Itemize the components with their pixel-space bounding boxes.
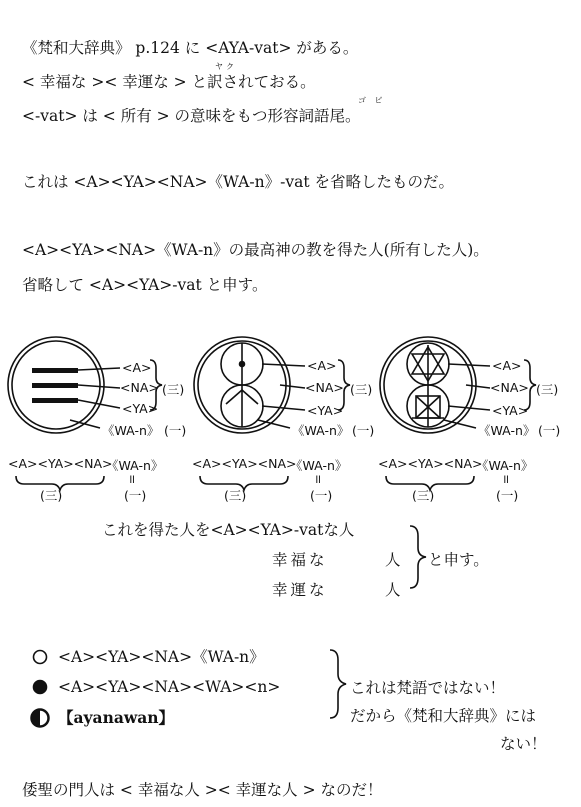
line-suffix-meaning: <-vat> は < 所有 > の意味をもつ形容詞語尾。 xyxy=(22,107,361,125)
d1-one: (一) xyxy=(164,423,187,438)
formula-2-group: <A><YA><NA> xyxy=(192,456,297,471)
summary-line-1: これを得た人を<A><YA>-vatな人 xyxy=(102,521,355,539)
formula-3-group: <A><YA><NA> xyxy=(378,456,483,471)
formula-1-wan: 《WA-n》 xyxy=(106,458,164,473)
note-not-present: ない！ xyxy=(500,735,547,753)
d1-three: (三) xyxy=(162,382,185,397)
d2-label-na: <NA> xyxy=(305,380,344,395)
filled-circle-icon xyxy=(34,681,47,694)
formula-1-three: (三) xyxy=(40,488,63,503)
d3-one: (一) xyxy=(538,423,561,438)
list-item-2: <A><YA><NA><WA><n> xyxy=(58,678,281,696)
d1-label-a: <A> xyxy=(122,360,152,375)
line-abbreviation: これは <A><YA><NA>《WA-n》-vat を省略したものだ。 xyxy=(22,173,454,191)
list-brace xyxy=(330,650,346,718)
d1-label-wan: 《WA-n》 xyxy=(102,423,160,438)
d3-three: (三) xyxy=(536,382,559,397)
summary-brace xyxy=(410,526,426,588)
summary-person-2: 人 xyxy=(385,581,401,599)
d2-one: (一) xyxy=(352,423,375,438)
summary-person-1: 人 xyxy=(385,551,401,569)
formula-1-one: (一) xyxy=(124,488,147,503)
d2-label-ya: <YA> xyxy=(307,403,344,418)
formula-3-one: (一) xyxy=(496,488,519,503)
line-short-form: 省略して <A><YA>-vat と申す。 xyxy=(22,276,268,294)
line-translation: < 幸福な >< 幸運な > と訳されておる。 xyxy=(22,73,316,91)
d2-three: (三) xyxy=(350,382,373,397)
d2-label-a: <A> xyxy=(307,358,337,373)
list-item-1: <A><YA><NA>《WA-n》 xyxy=(58,648,265,666)
formula-3-eq: ॥ xyxy=(502,472,510,486)
formula-2-three: (三) xyxy=(224,488,247,503)
ruby-gobi: ゴ ビ xyxy=(358,96,386,105)
line-dictionary-ref: 《梵和大辞典》 p.124 に <AYA-vat> がある。 xyxy=(22,39,359,57)
d3-label-a: <A> xyxy=(492,358,522,373)
note-not-in-dictionary: だから《梵和大辞典》には xyxy=(350,707,537,725)
summary-tail: と申す。 xyxy=(428,551,489,569)
formula-3-wan: 《WA-n》 xyxy=(476,458,534,473)
d1-label-na: <NA> xyxy=(120,380,159,395)
d3-label-wan: 《WA-n》 xyxy=(478,423,536,438)
open-circle-icon xyxy=(34,651,47,664)
summary-lucky: 幸運な xyxy=(272,581,328,599)
line-supreme-god: <A><YA><NA>《WA-n》の最高神の教を得た人(所有した人)。 xyxy=(22,241,489,259)
formula-2-one: (一) xyxy=(310,488,333,503)
formula-1-group: <A><YA><NA> xyxy=(8,456,113,471)
d2-label-wan: 《WA-n》 xyxy=(292,423,350,438)
summary-fortunate: 幸福な xyxy=(272,551,328,569)
formula-3-three: (三) xyxy=(412,488,435,503)
note-not-sanskrit: これは梵語ではない！ xyxy=(350,679,506,697)
formula-2-wan: 《WA-n》 xyxy=(290,458,348,473)
d1-label-ya: <YA> xyxy=(122,401,159,416)
list-item-3: 【ayanawan】 xyxy=(58,708,175,727)
d3-label-ya: <YA> xyxy=(492,403,529,418)
formula-2-eq: ॥ xyxy=(314,472,322,486)
ruby-yaku: ヤク xyxy=(215,62,237,71)
formula-1-eq: ॥ xyxy=(128,472,136,486)
footer-line: 倭聖の門人は < 幸福な人 >< 幸運な人 > なのだ！ xyxy=(22,781,383,799)
d3-label-na: <NA> xyxy=(490,380,529,395)
